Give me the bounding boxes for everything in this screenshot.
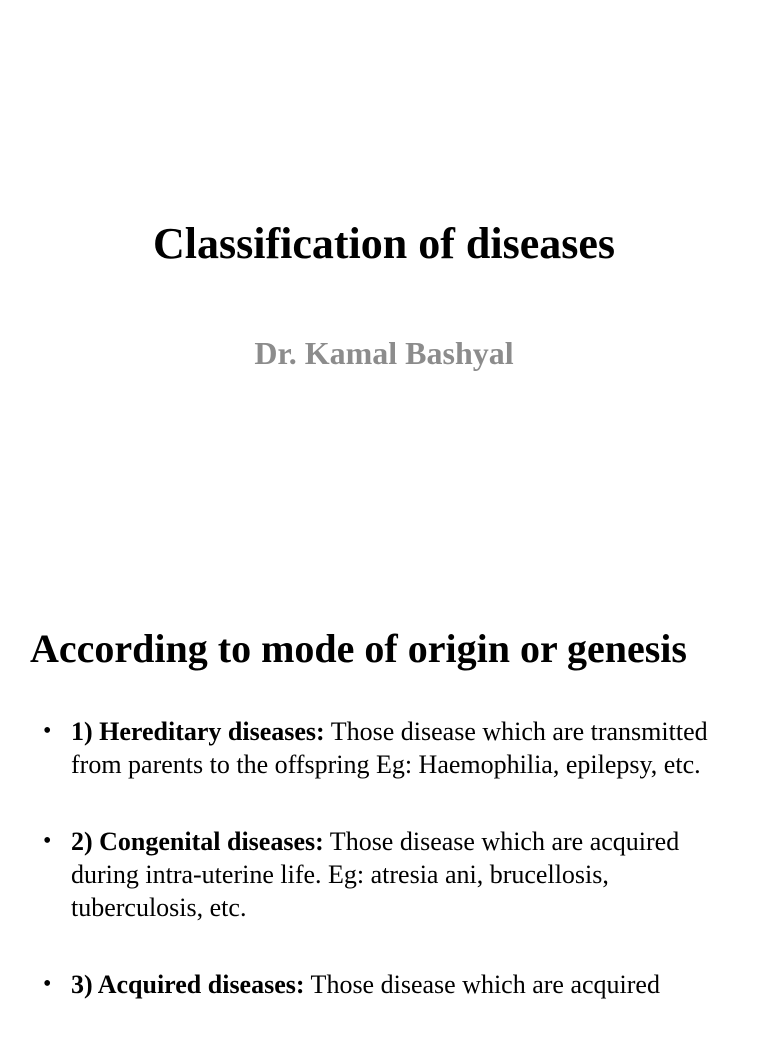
item-term: 1) Hereditary diseases: [71,717,325,746]
author-name: Dr. Kamal Bashyal [254,335,514,371]
item-term: 2) Congenital diseases: [71,827,324,856]
bullet-icon: • [43,718,52,744]
bullet-icon: • [43,828,52,854]
item-term: 3) Acquired diseases: [71,970,305,999]
list-item-acquired [0,968,768,1001]
disease-classification-list [0,715,768,1045]
bullet-icon: • [43,971,52,997]
item-description: Those disease which are acquired during intra-uterine life. Eg: atresia ani, brucellosis, tuberculosis, etc. [71,827,680,922]
slide-title: Classification of diseases [153,219,615,268]
item-description: Those disease which are transmitted from parents to the offspring Eg: Haemophilia, epilepsy, etc. [71,717,708,779]
list-item-hereditary [0,715,768,781]
section-heading: According to mode of origin or genesis [30,626,687,671]
item-description: Those disease which are acquired [304,970,660,999]
list-item-congenital [0,825,768,924]
